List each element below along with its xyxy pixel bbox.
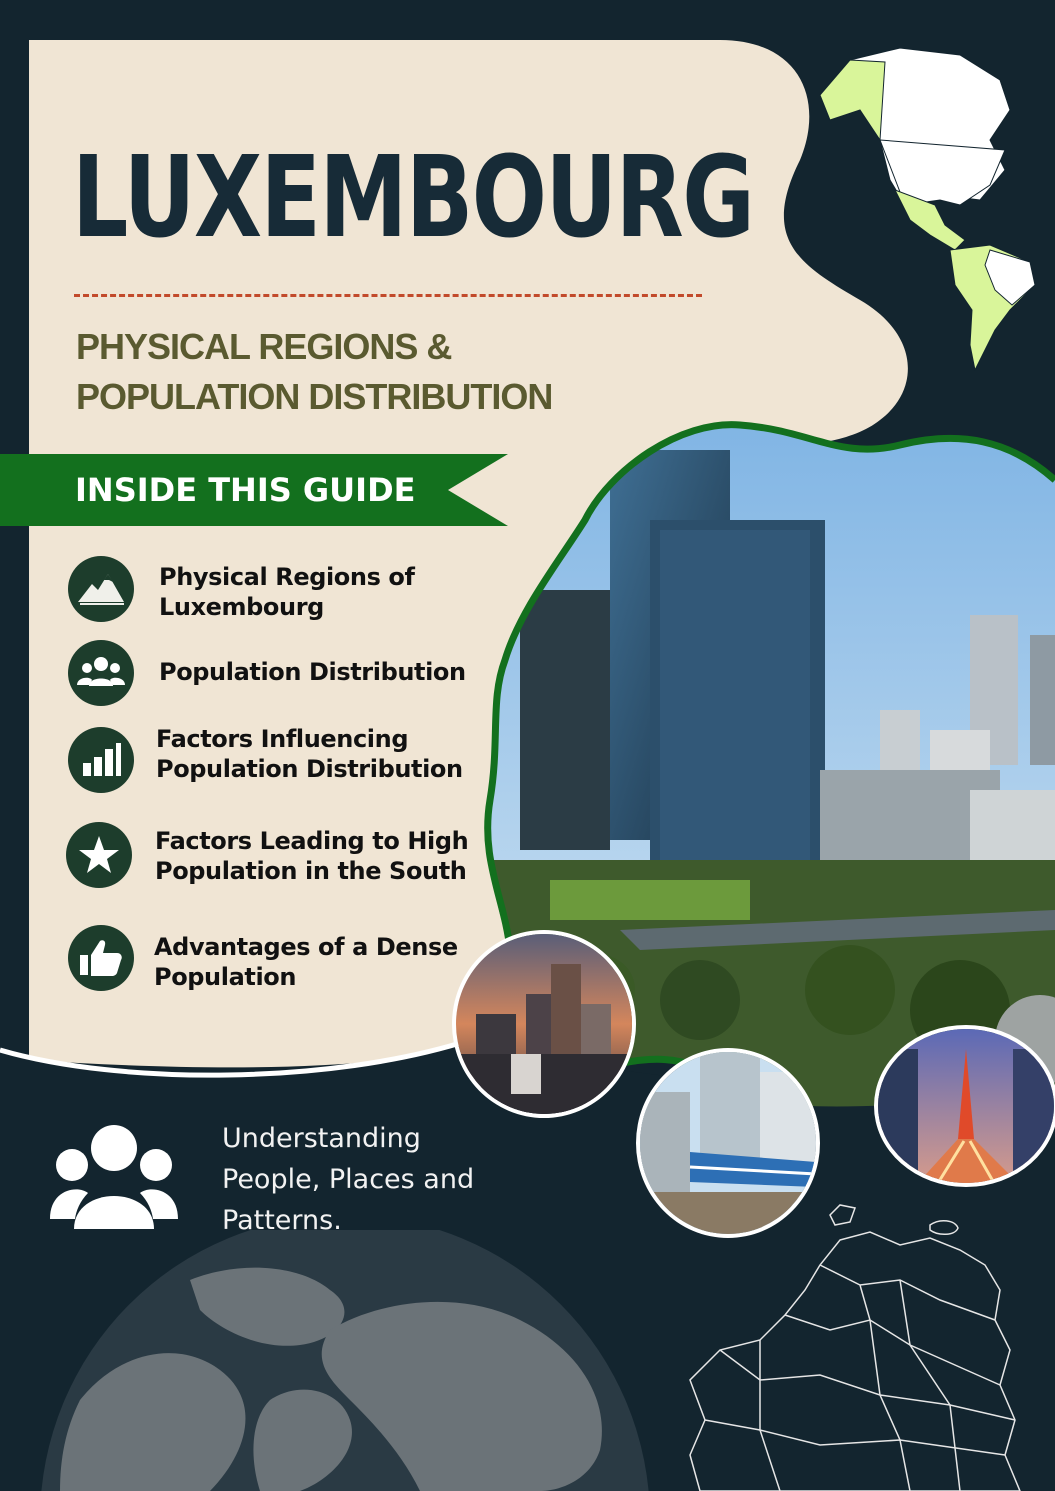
- train-photo: [636, 1048, 820, 1238]
- guide-item-physical-regions: Physical Regions of Luxembourg: [159, 563, 415, 621]
- tagline-line-3: Patterns.: [222, 1205, 342, 1236]
- page-title: LUXEMBOURG: [72, 133, 754, 263]
- tagline: [222, 1118, 474, 1241]
- subtitle-line-1: PHYSICAL REGIONS &: [76, 326, 452, 367]
- tagline-line-2: People, Places and: [222, 1164, 475, 1195]
- guide-banner-label: INSIDE THIS GUIDE: [75, 471, 416, 509]
- tagline-line-1: Understanding: [222, 1123, 421, 1154]
- tokyo-tower-photo: [874, 1025, 1055, 1187]
- guide-item-factors-influencing: Factors Influencing Population Distribution: [156, 725, 463, 783]
- guide-item-high-population-south: Factors Leading to High Population in the South: [155, 827, 469, 885]
- sunset-skyline-photo: [452, 930, 636, 1118]
- guide-item-dense-population-advantages: Advantages of a Dense Population: [154, 933, 458, 991]
- people-group-icon-large: [50, 1125, 178, 1229]
- guide-item-population-distribution: Population Distribution: [159, 658, 466, 686]
- subtitle-line-2: POPULATION DISTRIBUTION: [76, 376, 553, 417]
